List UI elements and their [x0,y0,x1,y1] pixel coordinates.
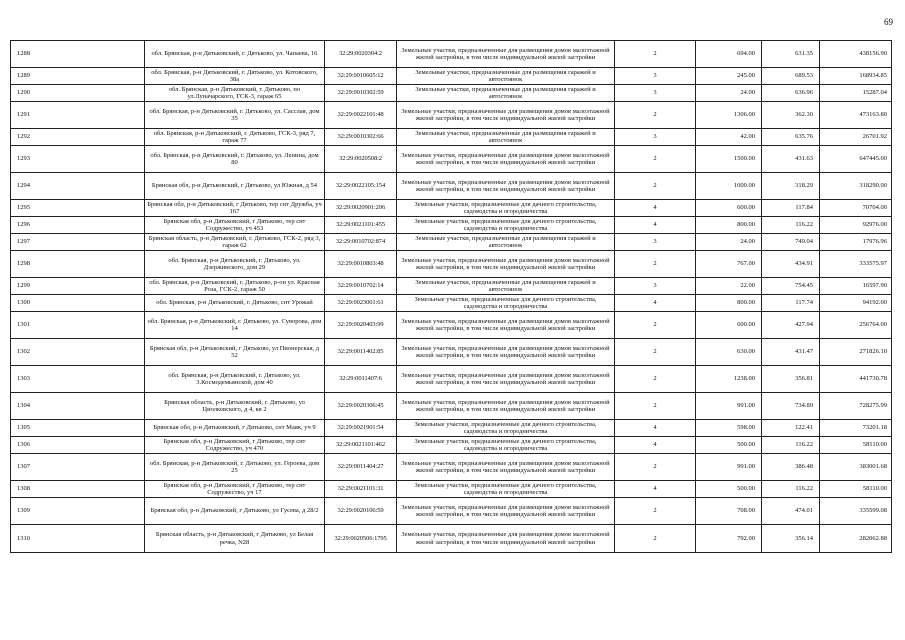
table-row [11,498,892,525]
specific-value-cell: 434.91 [762,251,820,278]
row-number-cell: 1304 [11,393,145,420]
cadastral-value-cell: 26701.92 [820,129,892,146]
land-plot-registry-table [10,40,892,553]
table-row [11,393,892,420]
address-cell: обл. Брянская, р-н Дятьковский, г. Дятьково, ул. Героева, дом 25 [145,454,325,481]
use-category-cell: 4 [615,481,696,498]
use-category-cell: 4 [615,295,696,312]
table-row [11,312,892,339]
use-category-cell: 2 [615,102,696,129]
cadastral-number-cell: 32:29:0010702:874 [325,234,397,251]
permitted-use-cell: Земельные участки, предназначенные для дачного строительства, садоводства и огородничества [397,481,615,498]
row-number-cell: 1290 [11,85,145,102]
area-cell: 800.00 [696,295,762,312]
specific-value-cell: 427.94 [762,312,820,339]
row-number-cell: 1288 [11,41,145,68]
permitted-use-cell: Земельные участки, предназначенные для размещения домов малоэтажной жилой застройки, в том числе индивидуальной жилой застройки [397,454,615,481]
address-cell: обл. Брянская, р-н Дятьковский, г. Дятьково, ул. Сасслая, дом 35 [145,102,325,129]
use-category-cell: 2 [615,173,696,200]
area-cell: 500.00 [696,437,762,454]
cadastral-value-cell: 335599.08 [820,498,892,525]
row-number-cell: 1300 [11,295,145,312]
address-cell: Брянская обл, р-н Дятьковский, г Дятьково, ул Гусева, д 28/2 [145,498,325,525]
address-cell: обл. Брянская, р-н Дятьковский, г. Дятьково, ул. Дзержинского, дом 29 [145,251,325,278]
permitted-use-cell: Земельные участки, предназначенные для размещения домов малоэтажной жилой застройки, в том числе индивидуальной жилой застройки [397,312,615,339]
row-number-cell: 1310 [11,525,145,553]
use-category-cell: 2 [615,41,696,68]
specific-value-cell: 362.30 [762,102,820,129]
table-row [11,295,892,312]
table-row [11,420,892,437]
cadastral-number-cell: 32:29:0023001:61 [325,295,397,312]
cadastral-value-cell: 16597.90 [820,278,892,295]
area-cell: 630.00 [696,339,762,366]
cadastral-value-cell: 58110.00 [820,437,892,454]
use-category-cell: 2 [615,525,696,553]
cadastral-number-cell: 32:29:0010702:14 [325,278,397,295]
area-cell: 24.00 [696,85,762,102]
table-row [11,102,892,129]
use-category-cell: 3 [615,234,696,251]
area-cell: 598.00 [696,420,762,437]
area-cell: 800.00 [696,217,762,234]
cadastral-value-cell: 728275.99 [820,393,892,420]
use-category-cell: 3 [615,85,696,102]
row-number-cell: 1308 [11,481,145,498]
table-row [11,454,892,481]
address-cell: обл. Брянская, р-н Дятьковский, г. Дятьково, ул. Суворова, дом 14 [145,312,325,339]
row-number-cell: 1306 [11,437,145,454]
area-cell: 1000.00 [696,173,762,200]
permitted-use-cell: Земельные участки, предназначенные для размещения гаражей и автостоянок [397,234,615,251]
address-cell: обл. Брянская, р-н Дятьковский, г. Дятьково, ГСК-3, ряд 7, гараж 77 [145,129,325,146]
specific-value-cell: 431.47 [762,339,820,366]
cadastral-value-cell: 92976.00 [820,217,892,234]
address-cell: обл. Брянская, р-н Дятьковский, г. Дятьково, ул. Ленина, дом 80 [145,146,325,173]
use-category-cell: 2 [615,498,696,525]
address-cell: обл. Брянская, р-н Дятьковский, г. Дятьково, по ул.Луначарского, ГСК-3, гараж 65 [145,85,325,102]
use-category-cell: 2 [615,393,696,420]
row-number-cell: 1291 [11,102,145,129]
cadastral-value-cell: 318290.00 [820,173,892,200]
permitted-use-cell: Земельные участки, предназначенные для размещения гаражей и автостоянок [397,129,615,146]
address-cell: Брянская обл, р-н Дятьковский, г Дятьково, тер снт Содружество, уч 17 [145,481,325,498]
address-cell: Брянская обл, р-н Дятьковский, г Дятьково, тер снт Содружество, уч 453 [145,217,325,234]
use-category-cell: 3 [615,68,696,85]
table-row [11,339,892,366]
cadastral-value-cell: 73201.18 [820,420,892,437]
specific-value-cell: 116.22 [762,437,820,454]
address-cell: Брянская обл, р-н Дятьковский, г Дятьково, тер снт Дружба, уч 167 [145,200,325,217]
area-cell: 600.00 [696,200,762,217]
cadastral-value-cell: 647445.00 [820,146,892,173]
table-row [11,251,892,278]
use-category-cell: 2 [615,454,696,481]
cadastral-number-cell: 32:29:0020403:99 [325,312,397,339]
cadastral-number-cell: 32:29:0020506:1795 [325,525,397,553]
table-row [11,173,892,200]
table-row [11,200,892,217]
row-number-cell: 1299 [11,278,145,295]
specific-value-cell: 631.35 [762,41,820,68]
area-cell: 792.00 [696,525,762,553]
table-row [11,68,892,85]
specific-value-cell: 386.48 [762,454,820,481]
permitted-use-cell: Земельные участки, предназначенные для размещения домов малоэтажной жилой застройки, в том числе индивидуальной жилой застройки [397,498,615,525]
use-category-cell: 4 [615,217,696,234]
cadastral-value-cell: 383001.68 [820,454,892,481]
row-number-cell: 1289 [11,68,145,85]
permitted-use-cell: Земельные участки, предназначенные для дачного строительства, садоводства и огородничества [397,200,615,217]
cadastral-value-cell: 282062.88 [820,525,892,553]
row-number-cell: 1302 [11,339,145,366]
table-row [11,41,892,68]
row-number-cell: 1305 [11,420,145,437]
registry-body [11,41,892,553]
cadastral-number-cell: 32:29:0011402:85 [325,339,397,366]
table-row [11,278,892,295]
cadastral-value-cell: 441730.78 [820,366,892,393]
permitted-use-cell: Земельные участки, предназначенные для дачного строительства, садоводства и огородничества [397,217,615,234]
use-category-cell: 3 [615,278,696,295]
permitted-use-cell: Земельные участки, предназначенные для размещения домов малоэтажной жилой застройки, в том числе индивидуальной жилой застройки [397,366,615,393]
address-cell: обл. Брянская, р-н Дятьковский, г. Дятьково, ул. Чапаева, 16 [145,41,325,68]
address-cell: Брянская обл, р-н Дятьковский, г Дятьково, ул Пионерская, д 52 [145,339,325,366]
specific-value-cell: 116.22 [762,217,820,234]
specific-value-cell: 754.45 [762,278,820,295]
cadastral-value-cell: 333575.97 [820,251,892,278]
address-cell: обл. Брянская, р-н Дятьковский, г. Дятьково, ул. 3.Космодемьянской, дом 40 [145,366,325,393]
area-cell: 22.00 [696,278,762,295]
specific-value-cell: 117.84 [762,200,820,217]
row-number-cell: 1307 [11,454,145,481]
area-cell: 708.00 [696,498,762,525]
row-number-cell: 1295 [11,200,145,217]
row-number-cell: 1309 [11,498,145,525]
specific-value-cell: 749.04 [762,234,820,251]
permitted-use-cell: Земельные участки, предназначенные для дачного строительства, садоводства и огородничества [397,295,615,312]
specific-value-cell: 734.89 [762,393,820,420]
area-cell: 767.00 [696,251,762,278]
permitted-use-cell: Земельные участки, предназначенные для размещения домов малоэтажной жилой застройки, в том числе индивидуальной жилой застройки [397,146,615,173]
address-cell: Брянская обл, р-н Дятьковский, г Дятьково, ул Южная, д 54 [145,173,325,200]
row-number-cell: 1292 [11,129,145,146]
table-row [11,85,892,102]
cadastral-value-cell: 438156.90 [820,41,892,68]
specific-value-cell: 431.63 [762,146,820,173]
area-cell: 1306.00 [696,102,762,129]
use-category-cell: 2 [615,146,696,173]
area-cell: 991.00 [696,393,762,420]
area-cell: 24.00 [696,234,762,251]
address-cell: обл. Брянская, р-н Дятьковский, г. Дятьково, ул. Котовского, 38а [145,68,325,85]
table-row [11,146,892,173]
use-category-cell: 4 [615,200,696,217]
cadastral-number-cell: 32:29:0011407:6 [325,366,397,393]
permitted-use-cell: Земельные участки, предназначенные для дачного строительства, садоводства и огородничества [397,437,615,454]
cadastral-value-cell: 58110.00 [820,481,892,498]
row-number-cell: 1294 [11,173,145,200]
cadastral-value-cell: 271826.10 [820,339,892,366]
permitted-use-cell: Земельные участки, предназначенные для дачного строительства, садоводства и огородничества [397,420,615,437]
table-row [11,129,892,146]
cadastral-number-cell: 32:29:0010605:12 [325,68,397,85]
cadastral-value-cell: 256764.00 [820,312,892,339]
specific-value-cell: 318.29 [762,173,820,200]
address-cell: обл. Брянская, р-н Дятьковский, г. Дятьково, снт Урожай [145,295,325,312]
permitted-use-cell: Земельные участки, предназначенные для размещения домов малоэтажной жилой застройки, в том числе индивидуальной жилой застройки [397,251,615,278]
permitted-use-cell: Земельные участки, предназначенные для размещения домов малоэтажной жилой застройки, в том числе индивидуальной жилой застройки [397,393,615,420]
use-category-cell: 4 [615,437,696,454]
permitted-use-cell: Земельные участки, предназначенные для размещения домов малоэтажной жилой застройки, в том числе индивидуальной жилой застройки [397,173,615,200]
specific-value-cell: 116.22 [762,481,820,498]
use-category-cell: 2 [615,251,696,278]
address-cell: Брянская область, р-н Дятьковский, г. Дятьково, ГСК-2, ряд 3, гараж 62 [145,234,325,251]
permitted-use-cell: Земельные участки, предназначенные для размещения домов малоэтажной жилой застройки, в том числе индивидуальной жилой застройки [397,525,615,553]
table-row [11,481,892,498]
specific-value-cell: 474.01 [762,498,820,525]
area-cell: 1238.00 [696,366,762,393]
use-category-cell: 2 [615,339,696,366]
area-cell: 42.00 [696,129,762,146]
row-number-cell: 1301 [11,312,145,339]
cadastral-value-cell: 168934.85 [820,68,892,85]
cadastral-number-cell: 32:29:0022105:154 [325,173,397,200]
use-category-cell: 4 [615,420,696,437]
area-cell: 245.00 [696,68,762,85]
permitted-use-cell: Земельные участки, предназначенные для размещения гаражей и автостоянок [397,85,615,102]
table-row [11,437,892,454]
table-row [11,525,892,553]
cadastral-number-cell: 32:29:0021901:54 [325,420,397,437]
specific-value-cell: 122.41 [762,420,820,437]
row-number-cell: 1296 [11,217,145,234]
area-cell: 500.00 [696,481,762,498]
use-category-cell: 3 [615,129,696,146]
address-cell: Брянская область, р-н Дятьковский, г. Дятьково, ул Циолковского, д 4, кв 2 [145,393,325,420]
specific-value-cell: 117.74 [762,295,820,312]
cadastral-value-cell: 70704.00 [820,200,892,217]
table-row [11,234,892,251]
table-row [11,366,892,393]
cadastral-number-cell: 32:29:0010302:59 [325,85,397,102]
table-row [11,217,892,234]
cadastral-value-cell: 17976.96 [820,234,892,251]
address-cell: обл. Брянская, р-н Дятьковский, г. Дятьково, р-он ул. Красная Роза, ГСК-2, гараж 50 [145,278,325,295]
cadastral-number-cell: 32:29:0010302:66 [325,129,397,146]
specific-value-cell: 635.76 [762,129,820,146]
cadastral-number-cell: 32:29:0011404:27 [325,454,397,481]
cadastral-value-cell: 15287.04 [820,85,892,102]
cadastral-number-cell: 32:29:0020304:2 [325,41,397,68]
permitted-use-cell: Земельные участки, предназначенные для размещения домов малоэтажной жилой застройки, в том числе индивидуальной жилой застройки [397,339,615,366]
row-number-cell: 1303 [11,366,145,393]
area-cell: 694.00 [696,41,762,68]
specific-value-cell: 356.14 [762,525,820,553]
row-number-cell: 1293 [11,146,145,173]
specific-value-cell: 636.96 [762,85,820,102]
area-cell: 600.00 [696,312,762,339]
permitted-use-cell: Земельные участки, предназначенные для размещения гаражей и автостоянок [397,68,615,85]
cadastral-number-cell: 32:29:0020106:59 [325,498,397,525]
use-category-cell: 2 [615,312,696,339]
cadastral-number-cell: 32:29:0022101:48 [325,102,397,129]
cadastral-number-cell: 32:29:0020901:206 [325,200,397,217]
specific-value-cell: 356.81 [762,366,820,393]
address-cell: Брянская область, р-н Дятьковский, г Дятьково, ул Белая речка, N28 [145,525,325,553]
use-category-cell: 2 [615,366,696,393]
address-cell: Брянская обл, р-н Дятьковский, г Дятьково, снт Маяк, уч 9 [145,420,325,437]
cadastral-number-cell: 32:29:0021101:455 [325,217,397,234]
area-cell: 1500.00 [696,146,762,173]
specific-value-cell: 689.53 [762,68,820,85]
page-number: 69 [884,17,893,27]
permitted-use-cell: Земельные участки, предназначенные для размещения домов малоэтажной жилой застройки, в том числе индивидуальной жилой застройки [397,102,615,129]
row-number-cell: 1297 [11,234,145,251]
cadastral-value-cell: 94192.00 [820,295,892,312]
permitted-use-cell: Земельные участки, предназначенные для размещения гаражей и автостоянок [397,278,615,295]
address-cell: Брянская обл, р-н Дятьковский, г Дятьково, тер снт Содружество, уч 470 [145,437,325,454]
cadastral-number-cell: 32:29:0010803:48 [325,251,397,278]
permitted-use-cell: Земельные участки, предназначенные для размещения домов малоэтажной жилой застройки, в том числе индивидуальной жилой застройки [397,41,615,68]
cadastral-number-cell: 32:29:0020508:2 [325,146,397,173]
cadastral-number-cell: 32:29:0021101:462 [325,437,397,454]
cadastral-number-cell: 32:29:0020306:45 [325,393,397,420]
cadastral-value-cell: 473163.80 [820,102,892,129]
cadastral-number-cell: 32:29:0021101:31 [325,481,397,498]
row-number-cell: 1298 [11,251,145,278]
area-cell: 991.00 [696,454,762,481]
